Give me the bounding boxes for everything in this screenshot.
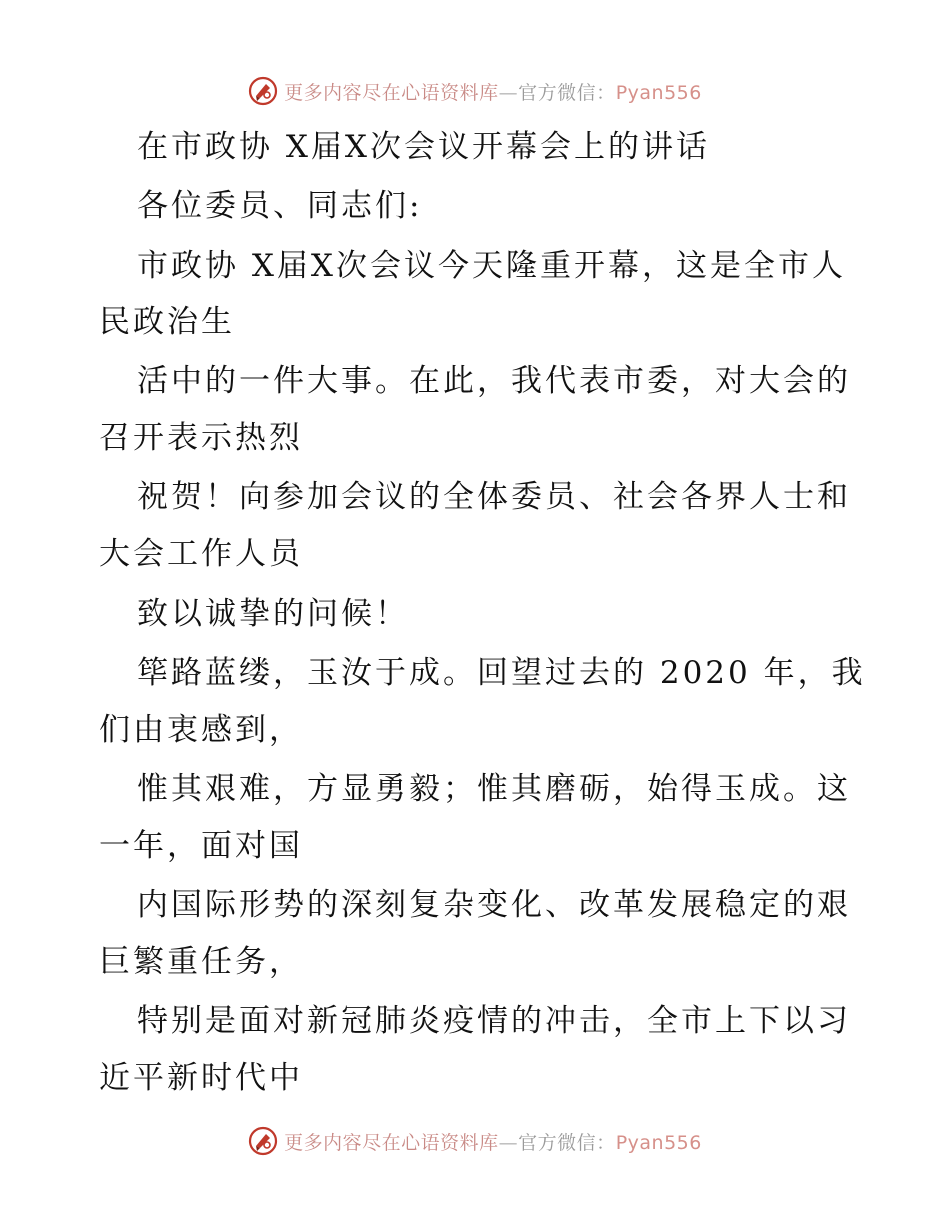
text-line: 大会工作人员 xyxy=(99,536,303,572)
watermark-brand: 更多内容尽在心语资料库 xyxy=(284,81,499,104)
text-line: 内国际形势的深刻复杂变化、改革发展稳定的艰 xyxy=(137,887,851,923)
watermark-official: 官方微信： xyxy=(518,1131,616,1154)
text-line: 致以诚挚的问候！ xyxy=(137,596,409,632)
watermark-dash: — xyxy=(498,1131,519,1154)
text-line: 召开表示热烈 xyxy=(99,420,303,456)
text-line: 近平新时代中 xyxy=(99,1060,303,1096)
watermark-brand: 更多内容尽在心语资料库 xyxy=(284,1131,499,1154)
text-line: 一年，面对国 xyxy=(99,828,303,864)
text-line: 活中的一件大事。在此，我代表市委，对大会的 xyxy=(137,363,851,399)
text-line: 市政协 X届X次会议今天隆重开幕，这是全市人 xyxy=(137,248,846,284)
brand-logo-icon xyxy=(248,1126,278,1156)
text-line: 筚路蓝缕，玉汝于成。回望过去的 2020 年，我 xyxy=(137,655,866,691)
watermark-text xyxy=(284,78,702,105)
watermark-official: 官方微信： xyxy=(518,81,616,104)
salutation: 各位委员、同志们: xyxy=(137,188,423,224)
text-line: 祝贺！向参加会议的全体委员、社会各界人士和 xyxy=(137,479,851,515)
watermark-text xyxy=(284,1128,702,1155)
watermark-dash: — xyxy=(498,81,519,104)
footer-watermark xyxy=(0,1121,950,1161)
document-title: 在市政协 X届X次会议开幕会上的讲话 xyxy=(137,129,710,165)
text-line: 惟其艰难，方显勇毅；惟其磨砺，始得玉成。这 xyxy=(137,771,851,807)
brand-logo-icon xyxy=(248,76,278,106)
text-line: 民政治生 xyxy=(99,304,235,340)
watermark-id: Pyan556 xyxy=(615,81,702,104)
text-line: 们由衷感到， xyxy=(99,712,303,748)
text-line: 巨繁重任务， xyxy=(99,944,303,980)
watermark-id: Pyan556 xyxy=(615,1131,702,1154)
text-line: 特别是面对新冠肺炎疫情的冲击，全市上下以习 xyxy=(137,1003,851,1039)
header-watermark xyxy=(0,71,950,111)
